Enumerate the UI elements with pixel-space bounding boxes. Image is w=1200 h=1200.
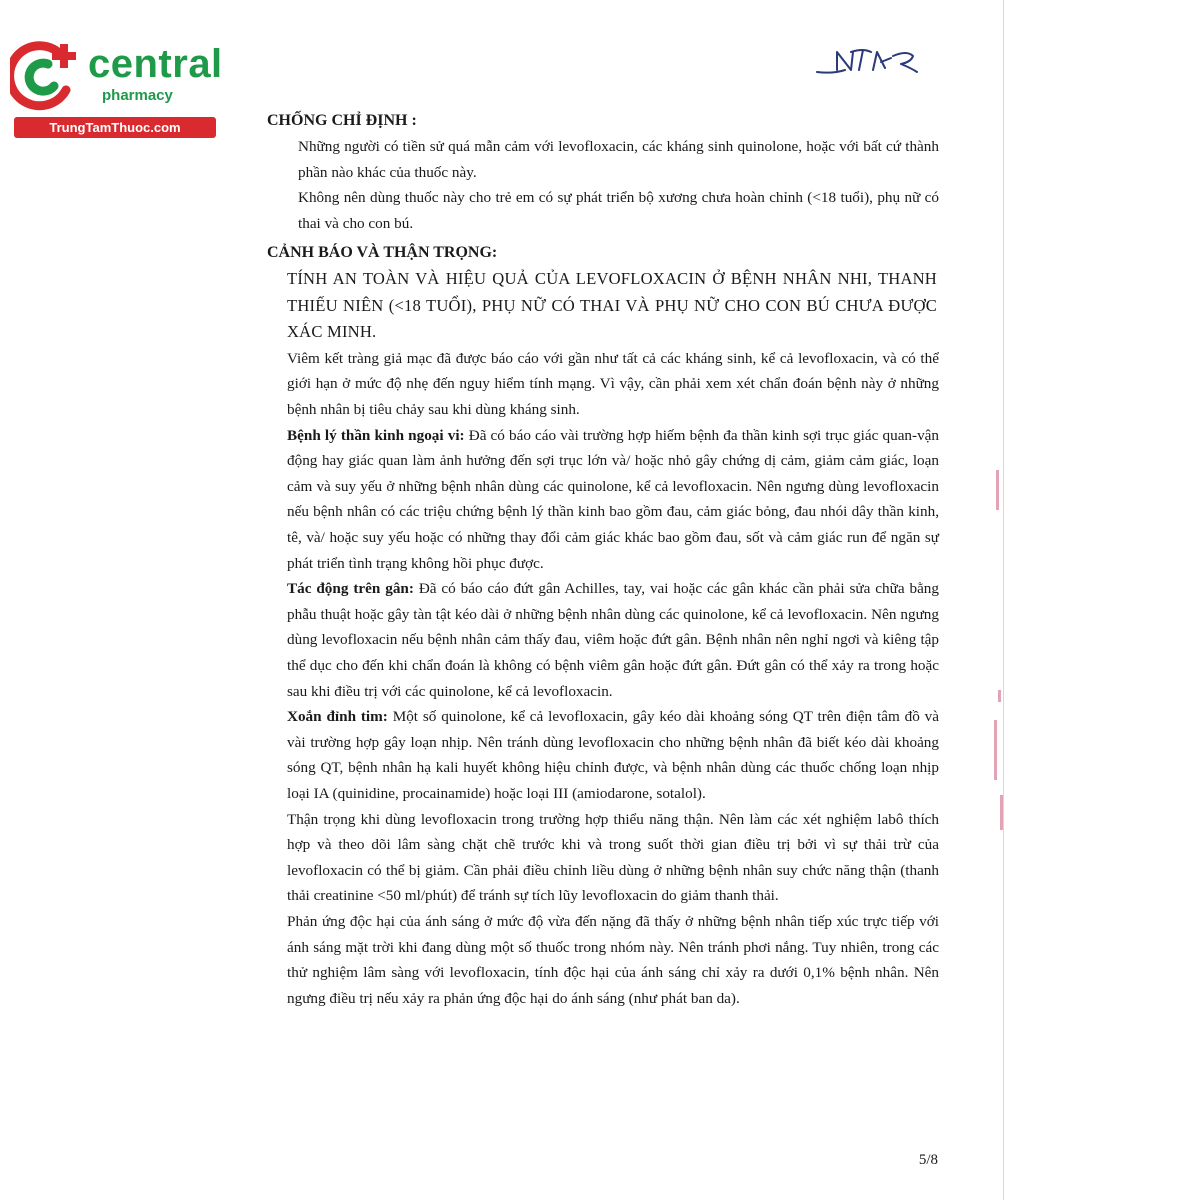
torsade-paragraph <box>267 704 939 806</box>
page-number: 5/8 <box>918 1152 938 1168</box>
neuropathy-label: Bệnh lý thần kinh ngoại vi: <box>287 426 465 444</box>
warnings-heading: CẢNH BÁO VÀ THẬN TRỌNG: <box>267 244 498 262</box>
warning-caps-paragraph: TÍNH AN TOÀN VÀ HIỆU QUẢ CỦA LEVOFLOXACIN Ở BỆNH NHÂN NHI, THANH THIẾU NIÊN (<18 TUỔI), PHỤ NỮ CÓ THAI VÀ PHỤ NỮ CHO CON BÚ CHƯA ĐƯỢC XÁC MINH. <box>287 269 937 342</box>
colitis-paragraph: Viêm kết tràng giả mạc đã được báo cáo với gần như tất cả các kháng sinh, kể cả levofloxacin, và có thể giới hạn ở mức độ nhẹ đến nguy hiểm tính mạng. Vì vậy, cần phải xem xét chẩn đoán bệnh này ở những bệnh nhân bị tiêu chảy sau khi dùng kháng sinh. <box>287 349 939 419</box>
photosensitivity-paragraph: Phản ứng độc hại của ánh sáng ở mức độ vừa đến nặng đã thấy ở những bệnh nhân tiếp xúc trực tiếp với ánh sáng mặt trời khi đang dùng một số thuốc trong nhóm này. Nên tránh phơi nắng. Tuy nhiên, trong các thử nghiệm lâm sàng với levofloxacin, tính độc hại của ánh sáng chỉ xảy ra dưới 0,1% bệnh nhân. Nên ngưng điều trị nếu xảy ra phản ứng độc hại do ánh sáng (như phát ban da). <box>287 912 939 1007</box>
document-body <box>267 108 939 1011</box>
brand-subtitle: pharmacy <box>102 87 173 104</box>
brand-name: central <box>88 42 223 86</box>
tendon-text: Đã có báo cáo đứt gân Achilles, tay, vai hoặc các gân khác cần phải sửa chữa bằng phẫu thuật hoặc gây tàn tật kéo dài ở những bệnh nhân dùng các quinolone, kể cả levofloxacin. Nên ngưng dùng levofloxacin nếu bệnh nhân cảm thấy đau, viêm hoặc đứt gân. Bệnh nhân nên nghỉ ngơi và kiêng tập thể dục cho đến khi chẩn đoán là không có bệnh viêm gân hoặc đứt gân. Đứt gân có thể xảy ra trong hoặc sau khi điều trị với các quinolone, kể cả levofloxacin. <box>287 580 939 700</box>
torsade-label: Xoắn đỉnh tim: <box>287 708 388 726</box>
renal-paragraph: Thận trọng khi dùng levofloxacin trong trường hợp thiểu năng thận. Nên làm các xét nghiệm labô thích hợp và theo dõi lâm sàng chặt chẽ trước khi và trong suốt thời gian điều trị bởi vì sự thải trừ của levofloxacin có thể bị giảm. Cần phải điều chỉnh liều dùng ở những bệnh nhân suy chức năng thận (thanh thải creatinine <50 ml/phút) để tránh sự tích lũy levofloxacin do giảm thanh thải. <box>287 810 939 905</box>
contraindication-paragraph-1: Những người có tiền sử quá mẫn cảm với levofloxacin, các kháng sinh quinolone, hoặc với bất cứ thành phần nào khác của thuốc này. <box>298 138 939 181</box>
contraindications-heading: CHỐNG CHỈ ĐỊNH : <box>267 112 417 129</box>
site-banner: TrungTamThuoc.com <box>14 117 216 138</box>
tendon-paragraph <box>267 576 939 704</box>
tendon-label: Tác động trên gân: <box>287 580 414 598</box>
pharmacy-cross-logo-icon <box>10 38 90 116</box>
torsade-text: Một số quinolone, kể cả levofloxacin, gây kéo dài khoảng sóng QT trên điện tâm đồ và vài trường hợp gây loạn nhịp. Nên tránh dùng levofloxacin cho những bệnh nhân đã biết kéo dài khoảng sóng QT, bệnh nhân hạ kali huyết không hiệu chỉnh được, và bệnh nhân dùng các thuốc chống loạn nhịp loại IA (quinidine, procainamide) hoặc loại III (amiodarone, sotalol). <box>287 708 939 802</box>
neuropathy-paragraph <box>267 423 939 577</box>
contraindication-paragraph-2: Không nên dùng thuốc này cho trẻ em có sự phát triển bộ xương chưa hoàn chỉnh (<18 tuổi), phụ nữ có thai và cho con bú. <box>298 189 939 232</box>
handwritten-signature <box>815 44 925 80</box>
central-pharmacy-logo <box>6 30 226 140</box>
margin-marks <box>990 450 1010 850</box>
neuropathy-text: Đã có báo cáo vài trường hợp hiếm bệnh đa thần kinh sợi trục giác quan-vận động hay giác quan làm ảnh hưởng đến sợi trục lớn và/ hoặc nhỏ gây chứng dị cảm, giảm cảm giác, loạn cảm và suy yếu ở những bệnh nhân dùng các quinolone, kể cả levofloxacin. Nên ngưng dùng levofloxacin nếu bệnh nhân có các triệu chứng bệnh lý thần kinh bao gồm đau, cảm giác bỏng, đau nhói dây thần kinh, tê, và/ hoặc suy yếu hoặc có những thay đổi cảm giác khác bao gồm đau, sốt và cảm giác run để ngăn sự phát triển tình trạng không hồi phục được. <box>287 426 940 572</box>
